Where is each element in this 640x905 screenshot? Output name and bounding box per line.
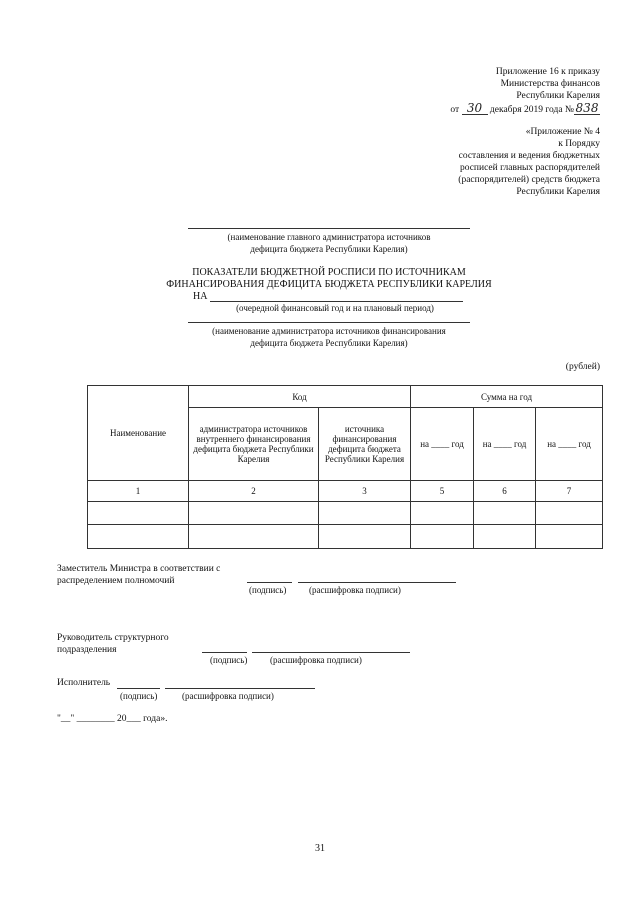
col-number: 7 <box>536 481 603 502</box>
col-number: 6 <box>474 481 536 502</box>
deputy-decode-caption: (расшифровка подписи) <box>309 585 401 595</box>
table-cell[interactable] <box>411 525 474 549</box>
table-cell[interactable] <box>474 525 536 549</box>
deputy-sign-caption: (подпись) <box>249 585 287 595</box>
title-line1: ПОКАЗАТЕЛИ БЮДЖЕТНОЙ РОСПИСИ ПО ИСТОЧНИКАМ <box>192 267 466 278</box>
table-cell[interactable] <box>88 525 189 549</box>
date-line: "__" ________ 20___ года». <box>57 714 168 724</box>
table-row <box>88 502 603 525</box>
table-number-row <box>88 481 603 502</box>
table-cell[interactable] <box>319 502 411 525</box>
title-na: НА <box>193 291 208 302</box>
head-decode-line[interactable] <box>252 652 410 653</box>
col-name-header: Наименование <box>88 386 189 481</box>
head-title-line2: подразделения <box>57 645 117 655</box>
order-header-line2: Министерства финансов <box>500 79 600 89</box>
deputy-title-line2: распределением полномочий <box>57 576 175 586</box>
head-title <box>57 632 169 656</box>
table-cell[interactable] <box>536 525 603 549</box>
order-header-line3: Республики Карелия <box>516 91 600 101</box>
head-sign-line[interactable] <box>202 652 247 653</box>
page-number: 31 <box>315 843 325 854</box>
annex-line1: «Приложение № 4 <box>525 127 600 137</box>
order-header <box>450 66 600 116</box>
deputy-title-line1: Заместитель Министра в соответствии с <box>57 564 221 574</box>
annex-line3: составления и ведения бюджетных <box>458 151 600 161</box>
sub-admin-caption-line2: дефицита бюджета Республики Карелия) <box>250 338 408 348</box>
code-header: Код <box>189 386 411 408</box>
title-line2: ФИНАНСИРОВАНИЯ ДЕФИЦИТА БЮДЖЕТА РЕСПУБЛИКИ КАРЕЛИЯ <box>166 279 492 290</box>
order-header-line4 <box>450 102 600 116</box>
col-number: 1 <box>88 481 189 502</box>
col-number: 3 <box>319 481 411 502</box>
sub-admin-line <box>188 322 470 323</box>
table-cell[interactable] <box>189 525 319 549</box>
annex-line5: (распорядителей) средств бюджета <box>458 175 600 185</box>
table-cell[interactable] <box>88 502 189 525</box>
col-number: 2 <box>189 481 319 502</box>
exec-sign-caption: (подпись) <box>120 691 158 701</box>
year3-header: на ____ год <box>536 408 603 481</box>
order-number: 838 <box>575 101 599 115</box>
order-date-prefix: от <box>450 105 460 115</box>
units-label: (рублей) <box>565 362 600 372</box>
table-cell[interactable] <box>474 502 536 525</box>
head-sign-caption: (подпись) <box>210 655 248 665</box>
year2-header: на ____ год <box>474 408 536 481</box>
annex-line6: Республики Карелия <box>516 187 600 197</box>
exec-decode-line[interactable] <box>165 688 315 689</box>
order-date-day: 30 <box>462 102 488 115</box>
table-cell[interactable] <box>319 525 411 549</box>
col-number: 5 <box>411 481 474 502</box>
document-title <box>120 267 538 291</box>
annex-line2: к Порядку <box>558 139 600 149</box>
code-source-header: источника финансирования дефицита бюджета Республики Карелия <box>319 408 411 481</box>
annex-header <box>458 126 600 198</box>
admin-caption-line1: (наименование главного администратора источников <box>227 232 431 242</box>
executor-label: Исполнитель <box>57 678 111 688</box>
deputy-sign-line[interactable] <box>247 582 292 583</box>
budget-table <box>87 385 603 549</box>
annex-line4: росписей главных распорядителей <box>459 163 600 173</box>
code-admin-header: администратора источников внутреннего финансирования дефицита бюджета Республики Карелия <box>189 408 319 481</box>
admin-caption-line2: дефицита бюджета Республики Карелия) <box>250 244 408 254</box>
order-date-month-year: декабря 2019 года № <box>489 105 574 115</box>
sub-admin-caption <box>150 325 508 349</box>
head-decode-caption: (расшифровка подписи) <box>270 655 362 665</box>
exec-sign-line[interactable] <box>117 688 160 689</box>
sum-header: Сумма на год <box>411 386 603 408</box>
table-cell[interactable] <box>411 502 474 525</box>
table-row <box>88 525 603 549</box>
head-title-line1: Руководитель структурного <box>57 633 169 643</box>
exec-decode-caption: (расшифровка подписи) <box>182 691 274 701</box>
deputy-decode-line[interactable] <box>298 582 456 583</box>
period-caption: (очередной финансовый год и на плановый период) <box>236 303 434 313</box>
deputy-title <box>57 563 220 587</box>
period-line <box>210 301 463 302</box>
table-cell[interactable] <box>536 502 603 525</box>
sub-admin-caption-line1: (наименование администратора источников финансирования <box>212 326 446 336</box>
table-cell[interactable] <box>189 502 319 525</box>
year1-header: на ____ год <box>411 408 474 481</box>
order-header-line1: Приложение 16 к приказу <box>495 67 600 77</box>
admin-name-line <box>188 228 470 229</box>
admin-caption <box>140 231 518 255</box>
